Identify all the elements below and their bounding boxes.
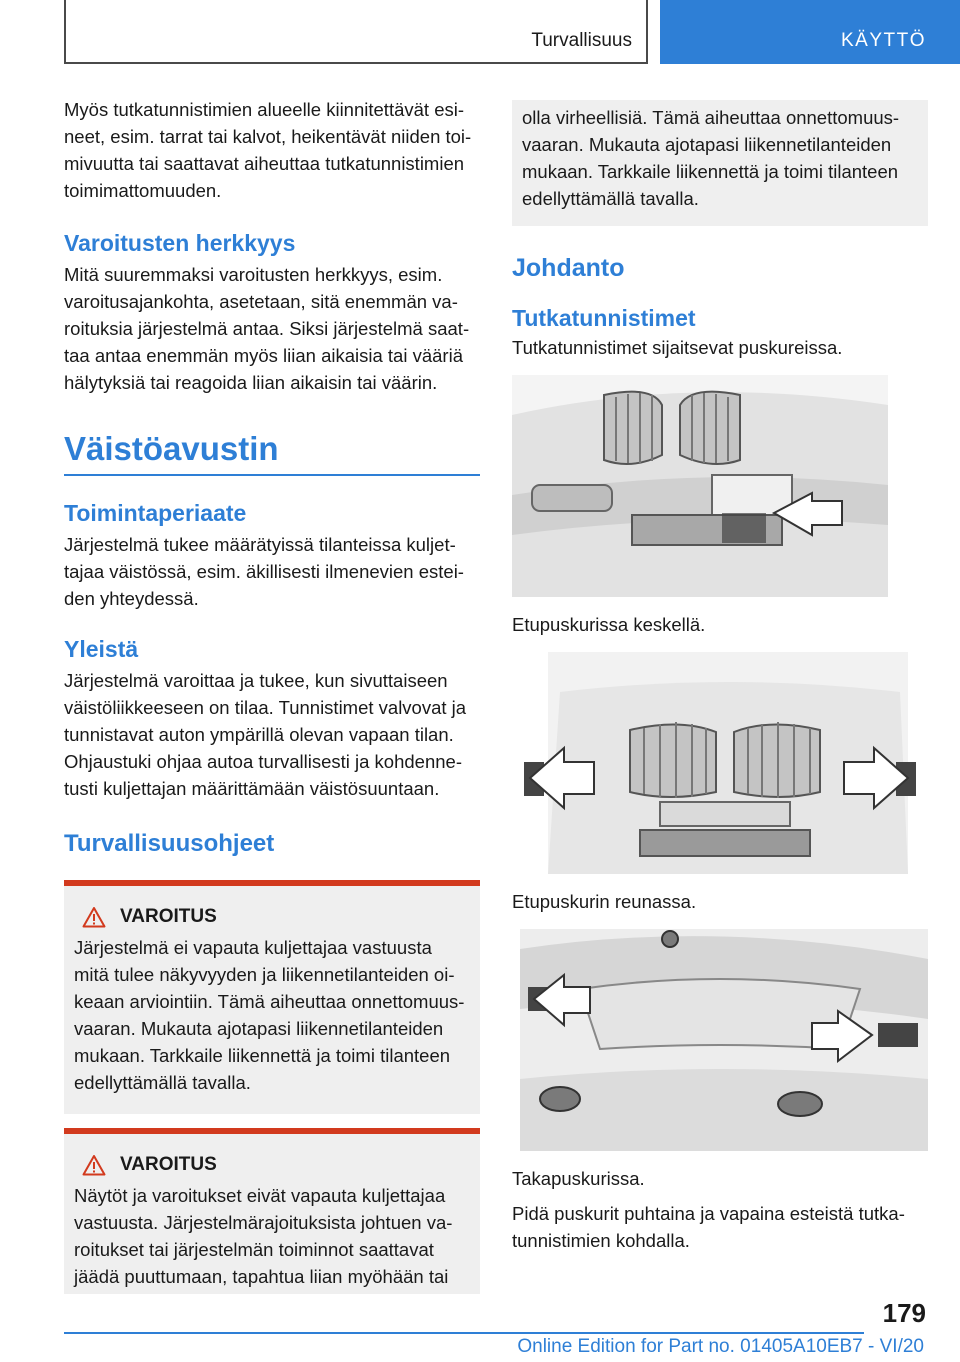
- radar-heading: Tutkatunnistimet: [512, 305, 696, 331]
- header-chapter-tab: [660, 0, 960, 64]
- front-bumper-corner-image: [520, 652, 918, 874]
- front-bumper-center-image: [512, 375, 888, 597]
- warning-box-2: [64, 1128, 480, 1294]
- footer-rule: [64, 1332, 864, 1334]
- warning-triangle-icon: [82, 1154, 106, 1176]
- principle-heading: Toimintaperiaate: [64, 500, 247, 526]
- intro-paragraph: Myös tutkatunnistimien alueelle kiinnitettävät esi-neet, esim. tarrat tai kalvot, heikentävät niiden toi-mivuutta tai saattavat aiheuttaa tutkatunnistimien toimimattomuuden.: [64, 99, 472, 201]
- header-chapter-title: KÄYTTÖ: [840, 30, 926, 51]
- footer-edition: Online Edition for Part no. 01405A10EB7 - VI/20: [517, 1336, 924, 1357]
- safety-heading: Turvallisuusohjeet: [64, 830, 275, 857]
- final-paragraph: Pidä puskurit puhtaina ja vapaina esteistä tutka-tunnistimien kohdalla.: [512, 1203, 905, 1251]
- warning-2-title-row: [82, 1154, 472, 1176]
- warning-1-title: VAROITUS: [120, 906, 217, 927]
- warning-1-text: Järjestelmä ei vapauta kuljettajaa vastuusta mitä tulee näkyvyyden ja liikennetilanteiden oi-keaan arviointiin. Tämä aiheuttaa onnettomuus-vaaran. Mukauta ajotapasi liikennetilanteiden mukaan. Tarkkaile liikennettä ja toimi tilanteen edellyttämällä tavalla.: [74, 937, 465, 1093]
- general-heading: Yleistä: [64, 636, 139, 662]
- caption-rear: Takapuskurissa.: [512, 1168, 645, 1189]
- radar-paragraph: Tutkatunnistimet sijaitsevat puskureissa.: [512, 337, 843, 358]
- warning-triangle-icon: [82, 906, 106, 928]
- general-paragraph: Järjestelmä varoittaa ja tukee, kun sivuttaiseen väistöliikkeeseen on tilaa. Tunnistimet valvovat ja tunnistavat auton ympärillä olevan vapaan tilan. Ohjaustuki ohjaa autoa turvallisesti ja kohdenne-tusti kuljettajan määrittämään väistösuuntaan.: [64, 670, 467, 799]
- caption-front-center: Etupuskurissa keskellä.: [512, 614, 706, 635]
- principle-paragraph: Järjestelmä tukee määrätyissä tilanteissa kuljet-tajaa väistössä, esim. äkillisesti ilmenevien estei-den yhteydessä.: [64, 534, 464, 609]
- header-section-title: Turvallisuus: [531, 30, 632, 51]
- warning-1-title-row: [82, 906, 472, 928]
- caption-front-corner: Etupuskurin reunassa.: [512, 891, 697, 912]
- intro-heading: Johdanto: [512, 254, 625, 282]
- warning-2-continued-text: olla virheellisiä. Tämä aiheuttaa onnettomuus-vaaran. Mukauta ajotapasi liikennetilanteiden mukaan. Tarkkaile liikennettä ja toimi tilanteen edellyttämällä tavalla.: [522, 107, 900, 209]
- warning-2-title: VAROITUS: [120, 1154, 217, 1175]
- main-heading-block: [64, 430, 480, 476]
- sensitivity-heading: Varoitusten herkkyys: [64, 230, 296, 256]
- rear-bumper-image: [520, 929, 928, 1151]
- page-number: 179: [882, 1298, 926, 1328]
- warning-2-continued: [512, 100, 928, 226]
- header-section-box: [64, 0, 648, 64]
- right-column: [512, 100, 928, 1254]
- warning-2-text: Näytöt ja varoitukset eivät vapauta kuljettajaa vastuusta. Järjestelmärajoituksista johtuen va-roitukset tai järjestelmän toiminnot saattavat jäädä puuttumaan, tapahtua liian myöhään tai: [74, 1185, 453, 1287]
- sensitivity-paragraph: Mitä suuremmaksi varoitusten herkkyys, esim. varoitusajankohta, asetetaan, sitä enemmän va-roituksia järjestelmä antaa. Siksi järjestelmä saat-taa antaa enemmän myös liian aikaisia tai vääriä hälytyksiä tai reagoida liian aikaisin tai väärin.: [64, 264, 470, 393]
- left-column: [64, 96, 480, 1294]
- main-heading: Väistöavustin: [64, 430, 279, 467]
- warning-box-1: [64, 880, 480, 1114]
